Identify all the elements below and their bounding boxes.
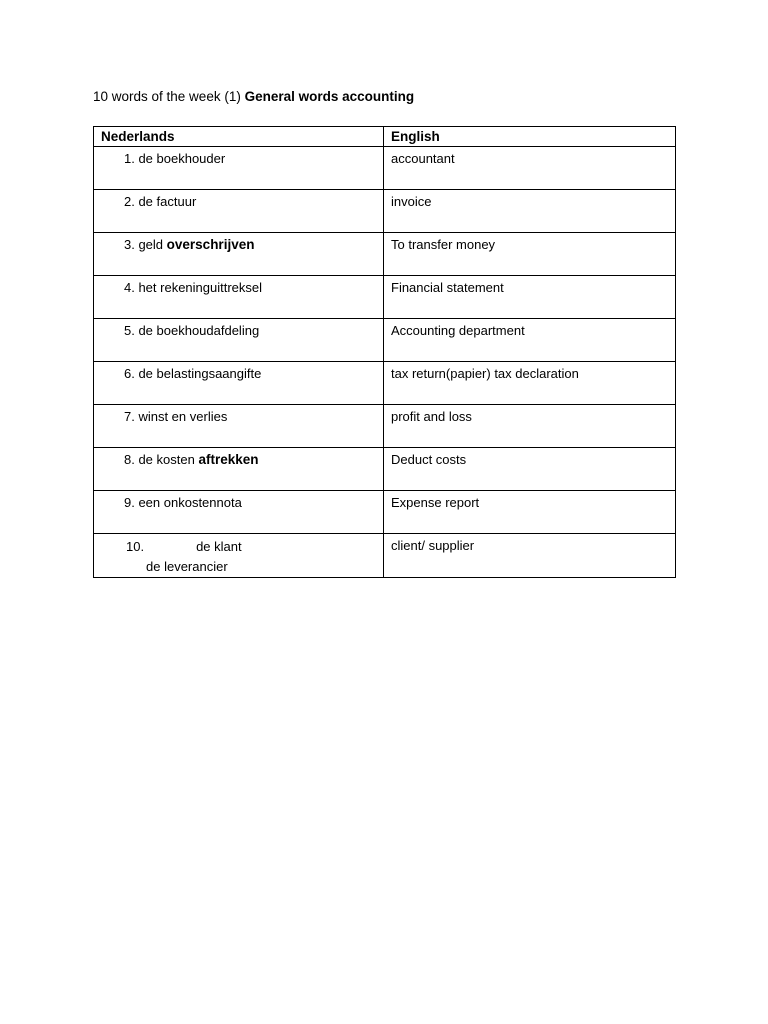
document-title (93, 87, 653, 107)
dutch-term-cell (94, 233, 384, 276)
table-row (94, 276, 676, 319)
dutch-term: 5. de boekhoudafdeling (124, 323, 260, 338)
english-term: accountant (384, 147, 676, 190)
english-term: To transfer money (384, 233, 676, 276)
table-row (94, 405, 676, 448)
table-row (94, 147, 676, 190)
title-bold: General words accounting (244, 89, 415, 104)
english-term: Expense report (384, 491, 676, 534)
dutch-term: 7. winst en verlies (124, 409, 228, 424)
dutch-term: 8. de kosten (124, 452, 199, 467)
dutch-term-cell (94, 362, 384, 405)
title-prefix: 10 words of the week (1) (93, 89, 245, 104)
dutch-term: 9. een onkostennota (124, 495, 242, 510)
dutch-term-cell (94, 534, 384, 578)
dutch-term: 1. de boekhouder (124, 151, 226, 166)
header-nederlands: Nederlands (94, 127, 384, 147)
dutch-term-emphasis: overschrijven (166, 237, 255, 252)
dutch-term-cell (94, 147, 384, 190)
table-row (94, 491, 676, 534)
dutch-term-emphasis: aftrekken (198, 452, 259, 467)
english-term: profit and loss (384, 405, 676, 448)
table-row (94, 233, 676, 276)
table-header-row (94, 127, 676, 147)
english-term: Deduct costs (384, 448, 676, 491)
dutch-term: 3. geld (124, 237, 167, 252)
dutch-term-cell (94, 276, 384, 319)
item-number: 10. (126, 539, 145, 554)
dutch-term: de klant (196, 539, 242, 554)
dutch-term-cell (94, 491, 384, 534)
table-row (94, 534, 676, 578)
dutch-term-cell (94, 448, 384, 491)
table-row (94, 319, 676, 362)
english-term: Accounting department (384, 319, 676, 362)
vocabulary-table (93, 126, 676, 578)
english-term: invoice (384, 190, 676, 233)
table-body (94, 147, 676, 578)
dutch-term: 4. het rekeninguittreksel (124, 280, 263, 295)
dutch-term-cell (94, 319, 384, 362)
dutch-term: 6. de belastingsaangifte (124, 366, 262, 381)
table-row (94, 448, 676, 491)
english-term: tax return(papier) tax declaration (384, 362, 676, 405)
dutch-term: de leverancier (146, 559, 228, 574)
table-row (94, 362, 676, 405)
english-term: client/ supplier (384, 534, 676, 578)
dutch-term-cell (94, 190, 384, 233)
table-row (94, 190, 676, 233)
english-term: Financial statement (384, 276, 676, 319)
dutch-term-cell (94, 405, 384, 448)
dutch-term: 2. de factuur (124, 194, 197, 209)
header-english: English (384, 127, 676, 147)
